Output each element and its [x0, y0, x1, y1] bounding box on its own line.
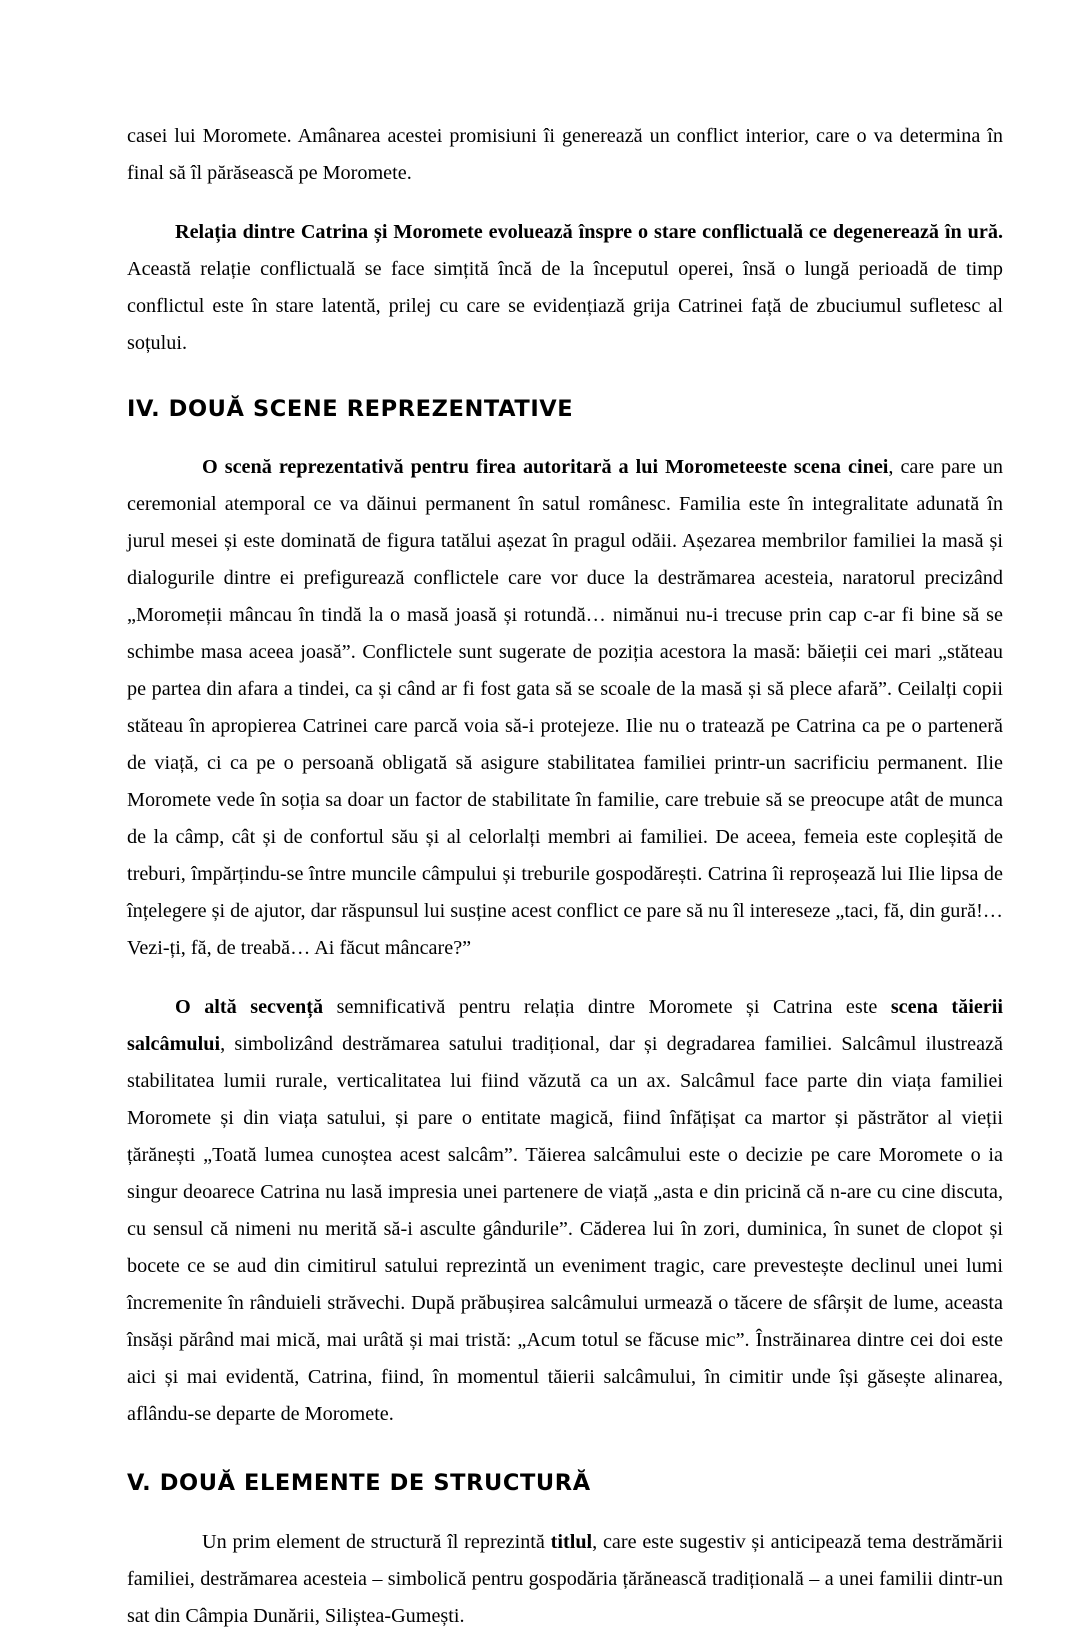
heading-spacer-top-2 [127, 1433, 1003, 1466]
paragraph-relatia-body: Această relație conflictuală se face simțită încă de la începutul operei, însă o lungă perioadă de timp conflictul este în stare latentă, prilej cu care se evidențiază grija Catrinei față de zbuciumul sufletesc al soțului. [127, 258, 1003, 354]
paragraph-scena-cinei-body: , care pare un ceremonial atemporal ce va dăinui permanent în satul românesc. Familia este în integralitate adunată în jurul mesei și este dominată de figura tatălui așezat în pragul odăii. Așezarea membrilor familiei la masă și dialogurile dintre ei prefigurează conflictele care vor duce la destrămarea acesteia, naratorul precizând „Moromeții mâncau în tindă la o masă joasă și rotundă… nimănui nu-i trecuse prin cap c-ar fi bine să se schimbe masa aceea joasă”. Conflictele sunt sugerate de poziția acestora la masă: băieții cei mari „stăteau pe partea din afara a tindei, ca și când ar fi fost gata să se scoale de la masă și să plece afară”. Ceilalți copii stăteau în apropierea Catrinei care parcă voia să-i protejeze. Ilie nu o tratează pe Catrina ca pe o parteneră de viață, ci ca pe o persoană obligată să asigure stabilitatea familiei printr-un sacrificiu permanent. Ilie Moromete vede în soția sa doar un factor de stabilitate în familie, care trebuie să se preocupe atât de munca de la câmp, cât și de confortul său și al celorlalți membri ai familiei. De aceea, femeia este copleșită de treburi, împărțindu-se între muncile câmpului și treburile gospodărești. Catrina îi reproșează lui Ilie lipsa de înțelegere și de ajutor, dar răspunsul lui susține acest conflict ce pare să nu îl intereseze „taci, fă, din gură!… Vezi-ți, fă, de treabă… Ai făcut mâncare?” [127, 456, 1003, 959]
paragraph-spacer [127, 192, 1003, 214]
paragraph-spacer-2 [127, 967, 1003, 989]
paragraph-taierii-body: , simbolizând destrămarea satului tradițional, dar și degradarea familiei. Salcâmul ilustrează stabilitatea lumii rurale, verticalitatea lui fiind văzută ca un ax. Salcâmul face parte din viața familiei Moromete și din viața satului, și pare o entitate magică, fiind înfățișat ca martor și păstrător al vieții țărănești „Toată lumea cunoștea acest salcâm”. Tăierea salcâmului este o decizie pe care Moromete o ia singur deoarece Catrina nu lasă impresia unei partenere de viață „asta e din pricină că n-are cu cine discuta, cu sensul că nimeni nu merită să-i asculte gândurile”. Căderea lui în zori, duminica, în sunet de clopot și bocete ce se aud din cimitirul satului reprezintă un eveniment tragic, care prevestește declinul unei lumi încremenite în rânduieli străvechi. După prăbușirea salcâmului urmează o tăcere de sfârșit de lume, aceasta însăși părând mai mică, mai urâtă și mai tristă: „Acum totul se făcuse mic”. Înstrăinarea dintre cei doi este aici și mai evidentă, Catrina, fiind, în momentul tăierii salcâmului, în cimitir unde își găsește alinarea, aflându-se departe de Moromete. [127, 1033, 1003, 1425]
paragraph-taierii-lead-bold: O altă secvență [175, 996, 324, 1018]
paragraph-scena-cinei-lead-bold: O scenă reprezentativă pentru firea autoritară a lui Morometeeste scena cinei [202, 456, 889, 478]
paragraph-relatia-catrina-moromete [127, 214, 1003, 362]
paragraph-scena-taierii-salcamului [127, 989, 1003, 1433]
paragraph-relatia-lead-bold: Relația dintre Catrina și Moromete evoluează înspre o stare conflictuală ce degenerează în ură. [175, 221, 1003, 243]
paragraph-taierii-mid-text: semnificativă pentru relația dintre Moromete și Catrina este [323, 996, 891, 1018]
paragraph-taierii-bold-scena: scena tăierii salcâmului [127, 996, 1003, 1055]
page-text-column [127, 118, 1003, 1635]
paragraph-scena-cinei [127, 449, 1003, 967]
paragraph-continuation: casei lui Moromete. Amânarea acestei promisiuni îi generează un conflict interior, care o va determina în final să îl părăsească pe Moromete. [127, 125, 1003, 184]
heading-spacer-bottom [127, 426, 1003, 449]
heading-spacer-bottom-2 [127, 1500, 1003, 1524]
paragraph-titlul [127, 1524, 1003, 1635]
heading-section-v: V. DOUĂ ELEMENTE DE STRUCTURĂ [127, 1470, 591, 1496]
heading-spacer-top [127, 362, 1003, 392]
heading-section-iv: IV. DOUĂ SCENE REPREZENTATIVE [127, 396, 574, 422]
paragraph-titlul-bold: titlul [550, 1531, 593, 1553]
paragraph-titlul-body: , care este sugestiv și anticipează tema destrămării familiei, destrămarea acesteia – simbolică pentru gospodăria țărănească tradițională – a unei familii dintr-un sat din Câmpia Dunării, Siliștea-Gumești. [127, 1531, 1003, 1627]
paragraph-titlul-prefix: Un prim element de structură îl reprezintă [202, 1531, 551, 1553]
